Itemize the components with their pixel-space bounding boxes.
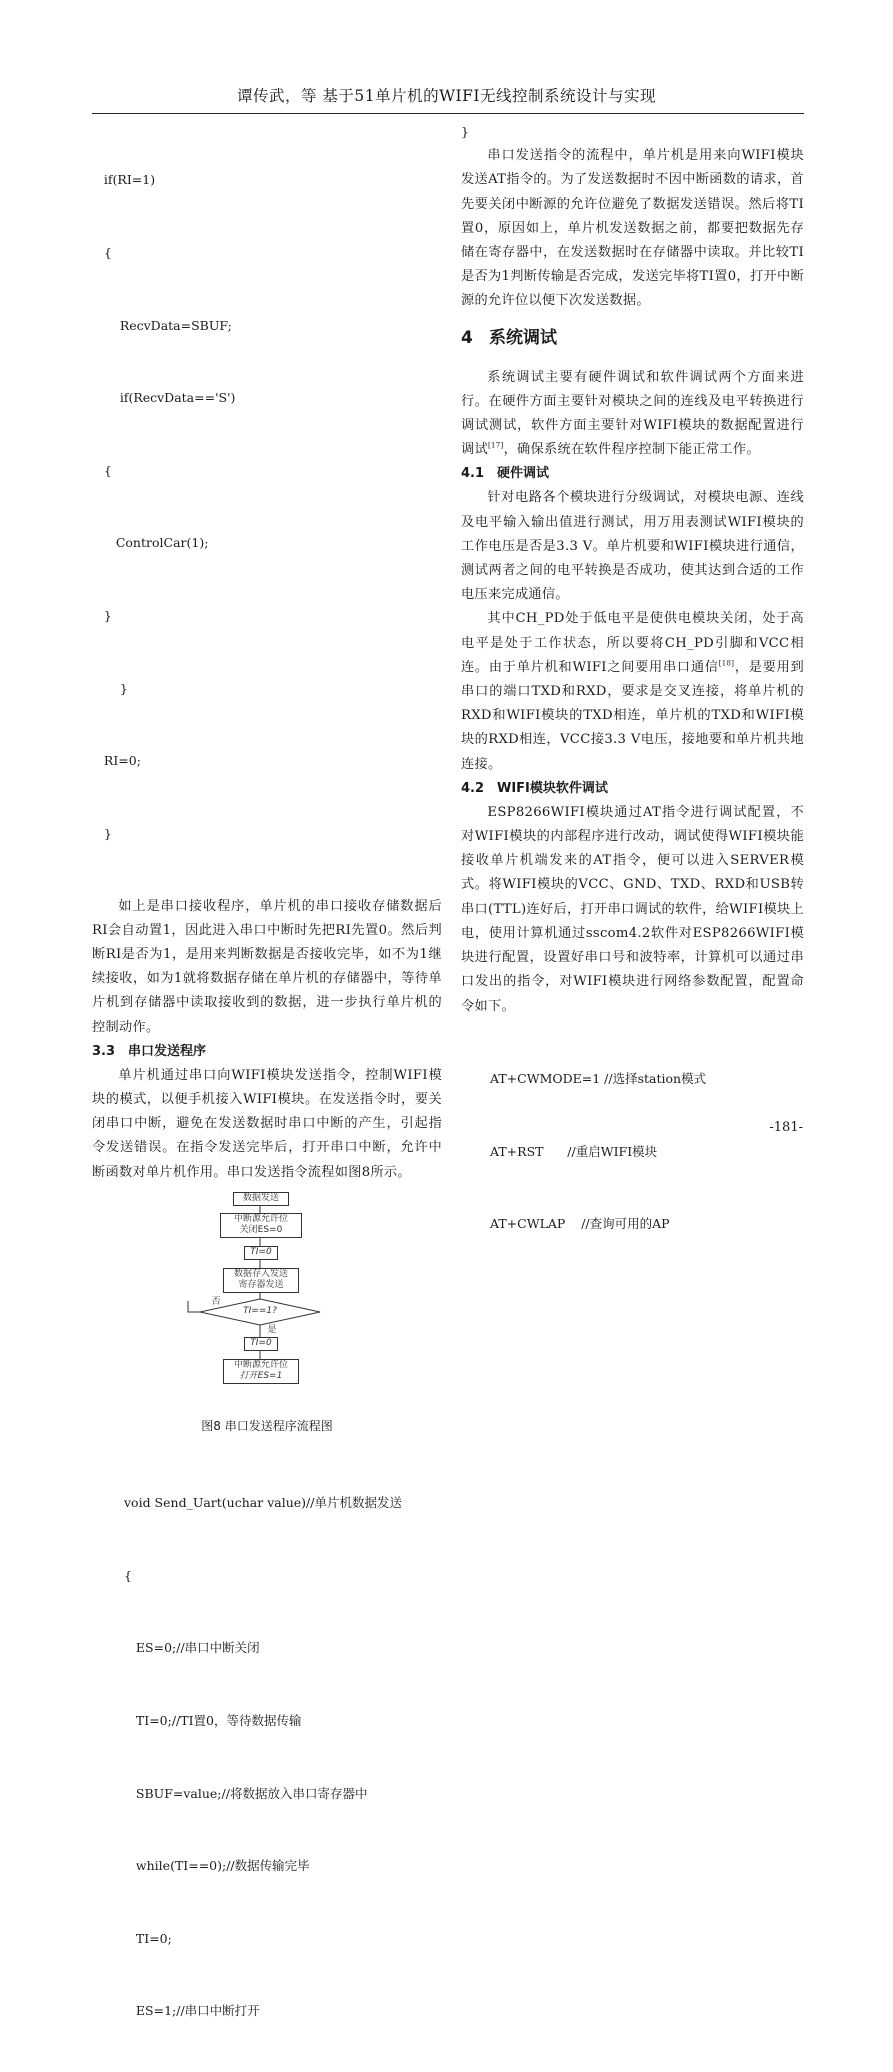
- paragraph-text: ，确保系统在软件程序控制下能正常工作。: [503, 442, 760, 458]
- flow-box-ti-zero: TI=0: [244, 1246, 278, 1260]
- paragraph-text: 系统调试主要有硬件调试和软件调试两个方面来进行。在硬件方面主要针对模块之间的连线及电平转换进行调试测试，软件方面主要针对WIFI模块的数据配置进行调试: [461, 369, 804, 458]
- left-column: [92, 120, 442, 2072]
- flow-label-yes: 是: [267, 1324, 277, 1335]
- page-number: -181-: [769, 1120, 803, 1135]
- section-heading-3-3: [92, 1040, 442, 1064]
- at-command: AT+RST //重启WIFI模块: [490, 1143, 658, 1159]
- header-rule: [92, 113, 804, 114]
- at-command-list: [461, 1019, 804, 1285]
- section-number: 3.3: [92, 1043, 116, 1059]
- code-line: if(RecvData=='S'): [92, 390, 236, 406]
- paragraph-chpd-wiring: [461, 607, 804, 776]
- paragraph-send-flow: 串口发送指令的流程中，单片机是用来向WIFI模块发送AT指令的。为了发送数据时不因中断函数的请求，首先要关闭中断源的允许位避免了数据发送错误。然后将TI置0，原因如上，单片机发送数据之前，都要把数据先存储在寄存器中，在发送数据时在存储器中读取。并比较TI是否为1判断传输是否完成，发送完毕将TI置0，打开中断源的允许位以便下次发送数据。: [461, 148, 804, 309]
- figure-caption: 图8 串口发送程序流程图: [201, 1418, 333, 1433]
- flow-decision-ti-one: TI==1?: [243, 1305, 277, 1316]
- code-line: SBUF=value;//将数据放入串口寄存器中: [124, 1785, 368, 1801]
- flow-text: 中断源允许位: [233, 1359, 288, 1370]
- flow-text: 数据存入发送: [233, 1268, 288, 1279]
- paragraph-software-debug: ESP8266WIFI模块通过AT指令进行调试配置，不对WIFI模块的内部程序进行改动，调试使得WIFI模块能接收单片机端发来的AT指令，便可以进入SERVER模式。将WIFI模块的VCC、GND、TXD、RXD和USB转串口(TTL)连好后，打开串口调试的软件，给WIFI模块上电，使用计算机通过sscom4.2软件对ESP8266WIFI模块进行配置，设置好串口号和波特率，计算机可以通过串口发出的指令，对WIFI模块进行网络参数配置，配置命令如下。: [461, 804, 804, 1014]
- code-block-send: [92, 1443, 442, 2072]
- flowchart-figure-8: [92, 1191, 442, 1411]
- section-heading-4-2: [461, 777, 804, 801]
- code-closing-brace: }: [461, 124, 469, 139]
- flow-text: 打开ES=1: [239, 1370, 283, 1381]
- section-number: 4.1: [461, 466, 485, 482]
- paragraph-debug-intro: [461, 366, 804, 463]
- section-title: 系统调试: [489, 327, 557, 348]
- running-header: 谭传武，等 基于51单片机的WIFI无线控制系统设计与实现: [236, 87, 657, 105]
- code-line: }: [92, 680, 128, 696]
- code-line: while(TI==0);//数据传输完毕: [124, 1858, 310, 1874]
- flow-box-ti-zero-2: TI=0: [244, 1337, 278, 1351]
- paragraph-receive-explain: 如上是串口接收程序，单片机的串口接收存储数据后RI会自动置1，因此进入串口中断时先把RI先置0。然后判断RI是否为1，是用来判断数据是否接收完毕，如不为1继续接收，如为1就将数据存储在单片机的存储器中，等待单片机到存储器中读取接收到的数据，进一步执行单片机的控制动作。: [92, 898, 442, 1035]
- code-line: ES=0;//串口中断关闭: [124, 1640, 260, 1656]
- code-line: ES=1;//串口中断打开: [124, 2003, 260, 2019]
- flow-box-open-interrupt: [223, 1359, 299, 1384]
- code-line: {: [124, 1567, 132, 1583]
- code-line: TI=0;//TI置0，等待数据传输: [124, 1712, 302, 1728]
- code-line: void Send_Uart(uchar value)//单片机数据发送: [124, 1495, 402, 1511]
- flow-box-data-send: 数据发送: [233, 1192, 289, 1206]
- flow-text: 寄存器发送: [238, 1279, 284, 1290]
- code-line: ControlCar(1);: [92, 535, 209, 551]
- flow-box-store-send: [223, 1268, 299, 1293]
- section-heading-4: [461, 320, 804, 356]
- flow-label-no: 否: [211, 1296, 221, 1307]
- code-line: TI=0;: [124, 1930, 172, 1946]
- code-line: RecvData=SBUF;: [92, 317, 232, 333]
- section-title: 硬件调试: [497, 466, 550, 482]
- citation-ref: [18]: [718, 659, 735, 668]
- code-line: RI=0;: [92, 753, 141, 769]
- section-number: 4.2: [461, 780, 485, 796]
- at-command: AT+CWLAP //查询可用的AP: [490, 1216, 670, 1232]
- at-command: AT+CWMODE=1 //选择station模式: [490, 1071, 707, 1087]
- section-heading-4-1: [461, 462, 804, 486]
- section-title: 串口发送程序: [128, 1043, 207, 1059]
- code-line: if(RI=1): [92, 172, 156, 188]
- code-line: }: [92, 608, 112, 624]
- flow-box-close-interrupt: [220, 1213, 302, 1238]
- paragraph-text: ，是要用到串口的端口TXD和RXD，要求是交叉连接，将单片机的RXD和WIFI模块的TXD相连，单片机的TXD和WIFI模块的RXD相连，VCC接3.3 V电压，接地要和单片机共地连接。: [461, 659, 805, 772]
- flow-text: 中断源允许位: [233, 1213, 288, 1224]
- citation-ref: [17]: [487, 441, 504, 450]
- code-line: {: [92, 462, 112, 478]
- section-number: 4: [461, 327, 473, 348]
- right-column: [461, 120, 804, 1285]
- section-title: WIFI模块软件调试: [497, 780, 608, 796]
- paragraph-text: 其中CH_PD处于低电平是使供电模块关闭，处于高电平是处于工作状态，所以要将CH_PD引脚和VCC相连。由于单片机和WIFI之间要用串口通信: [461, 611, 804, 675]
- code-line: {: [92, 245, 112, 261]
- flow-text: 关闭ES=0: [239, 1224, 283, 1235]
- paragraph-hardware-debug: 针对电路各个模块进行分级调试，对模块电源、连线及电平输入输出值进行测试，用万用表测试WIFI模块的工作电压是否是3.3 V。单片机要和WIFI模块进行通信，测试两者之间的电平转换是否成功，使其达到合适的工作电压来完成通信。: [461, 490, 804, 603]
- code-line: }: [92, 825, 112, 841]
- code-block-receive: [92, 120, 442, 895]
- paragraph-send-intro: 单片机通过串口向WIFI模块发送指令，控制WIFI模块的模式，以便手机接入WIFI模块。在发送指令时，要关闭串口中断，避免在发送数据时串口中断的产生，引起指令发送错误。在指令发送完毕后，打开串口中断，允许中断函数对单片机作用。串口发送指令流程如图8所示。: [92, 1067, 442, 1180]
